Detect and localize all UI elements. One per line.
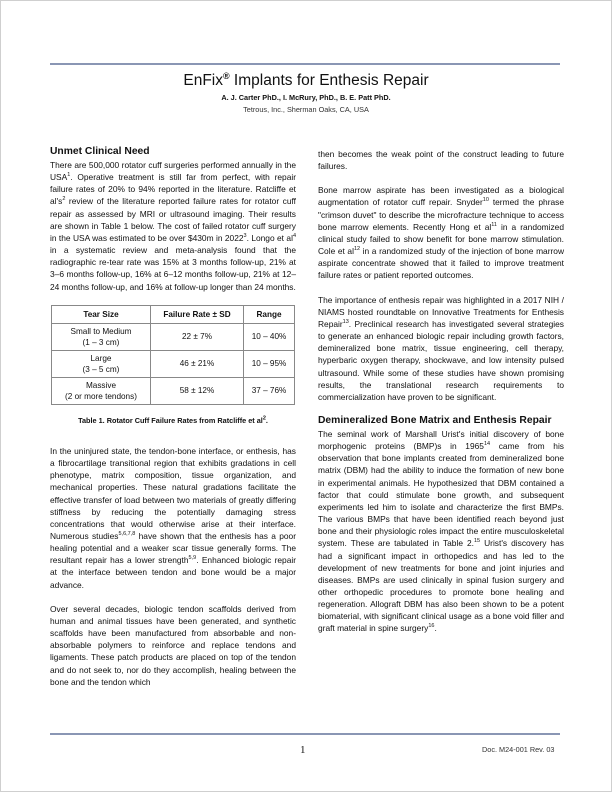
page-number: 1: [300, 744, 306, 756]
table-row: Massive (2 or more tendons) 58 ± 12% 37 – 76%: [52, 377, 295, 404]
paragraph: Over several decades, biologic tendon scaffolds derived from human and animal tissues have been generated, and synthetic scaffolds have been manufactured from absorbable and non-absorbable polymers to reinforce and replace tendons and ligaments. These patch products are placed on top of the tendon and do not seek to, nor do they accomplish, healing between the bone and the tendon which: [50, 603, 296, 687]
table-row: Small to Medium (1 – 3 cm) 22 ± 7% 10 – 40%: [52, 323, 295, 350]
footer-rule: [50, 733, 560, 735]
paper-title: EnFix® Implants for Enthesis Repair: [183, 70, 429, 89]
failure-rate-table: [51, 305, 295, 405]
left-column: [50, 146, 296, 700]
table-caption: Table 1. Rotator Cuff Failure Rates from Ratcliffe et $al^2$.: [78, 415, 268, 425]
paragraph: The importance of enthesis repair was highlighted in a 2017 NIH / NIAMS hosted roundtable on Innovative Treatments for Enthesis Repair$^{13}$. Preclinical research has investigated several strategies to generate an enhanced biologic repair including growth factors, demineralized bone matrix, tissue engineering, cell therapy, hyperbaric oxygen therapy, shockwave, and low intensity pulsed ultrasound. While some of these studies have shown promising results, the translational research requirements to commercialization have proven to be significant.: [318, 294, 564, 402]
paragraph: In the uninjured state, the tendon-bone interface, or enthesis, has a fibrocartilage transitional region that exhibits gradations in cell phenotype, matrix composition, tissue organization, and mechanical properties. These natural gradations facilitate the effective transfer of load between two materials of greatly differing stiffness by reducing the potentially damaging stress concentrations that would otherwise arise at their interface. Numerous studies$^{5,6,7,8}$ have shown that the enthesis has a poor healing potential and a weaker scar tissue generally forms. The resultant repair has a lower strength$^{5,9}$. Enhanced biologic repair at the interface between tendon and bone would be a major advance.: [50, 445, 297, 590]
right-column: [318, 148, 564, 647]
table-header-row: Tear Size Failure Rate ± SD Range: [52, 305, 295, 323]
header-rule: [50, 63, 560, 65]
affiliation: Tetrous, Inc., Sherman Oaks, CA, USA: [243, 105, 369, 114]
authors: A. J. Carter PhD., I. McRury, PhD., B. E. Patt PhD.: [221, 93, 391, 102]
section-heading-unmet-need: Unmet Clinical Need: [50, 146, 150, 157]
paragraph: The seminal work of Marshall Urist's initial discovery of bone morphogenic proteins (BMP)s in 1965$^{14}$ came from his observation that bone implants created from demineralized bone matrix (DBM) had the ability to induce the formation of new bone in experimental animals. He hypothesized that DBM contained a factor that could stimulate bone growth, and subsequent experiments led him to isolate and characterize the first BMPs. The various BMPs that have been identified reach beyond just bone and their physiologic roles impact the entire musculoskeletal system. These are tabulated in Table 2.15 Urist's discovery has had a significant impact in orthopedics and has led to the development of new treatments for bone and joint injuries and diseases. BMPs are used clinically in spinal fusion surgery and other orthopedic procedures to promote bone healing and regeneration. Allograft DBM has also been shown to be a potent biomaterial, with significant clinical usage as a bone void filler and graft material in spine surgery$^{16}$.: [318, 428, 564, 634]
registered-mark: ®: [222, 70, 230, 81]
table-row: Large (3 – 5 cm) 46 ± 21% 10 – 95%: [52, 350, 295, 377]
paragraph: Bone marrow aspirate has been investigated as a biological augmentation of rotator cuff repair. Snyder$^{10}$ termed the phrase "crimson duvet" to describe the microfracture technique to access bone marrow elements. Recently Hong et $al^{11}$ in a randomized clinical study failed to show benefit for bone marrow stimulation. Cole et $al^{12}$ in a randomized study of the injection of bone marrow aspirate concentrate showed that it failed to improve treatment failure rates or patient reported outcomes.: [318, 185, 564, 281]
document-id: Doc. M24-001 Rev. 03: [482, 745, 555, 754]
paragraph: There are 500,000 rotator cuff surgeries performed annually in the USA$^1$. Operative treatment is still far from perfect, with repair failure rates of 20% to 94% reported in the literature. Ratcliffe et $al's^2$ review of the literature reported failure rates for rotator cuff repair as assessed by MRI or ultrasound imaging. Their results are shown in Table 1 below. The cost of failed rotator cuff surgery in the USA was estimated to be over $430m in 2022$^3$. Longo et $al^4$ in a systematic review and meta-analysis found that the radiographic re-tear rate was 15% at 3 months follow-up, 21% at 3–6 months follow-up, 16% at 6–12 months follow-up, 21% at 12–24 months follow-up, and 16% at follow-up longer than 24 months.: [50, 160, 296, 292]
section-heading-dbm: Demineralized Bone Matrix and Enthesis Repair: [318, 414, 552, 426]
paragraph: then becomes the weak point of the construct leading to future failures.: [318, 149, 564, 172]
